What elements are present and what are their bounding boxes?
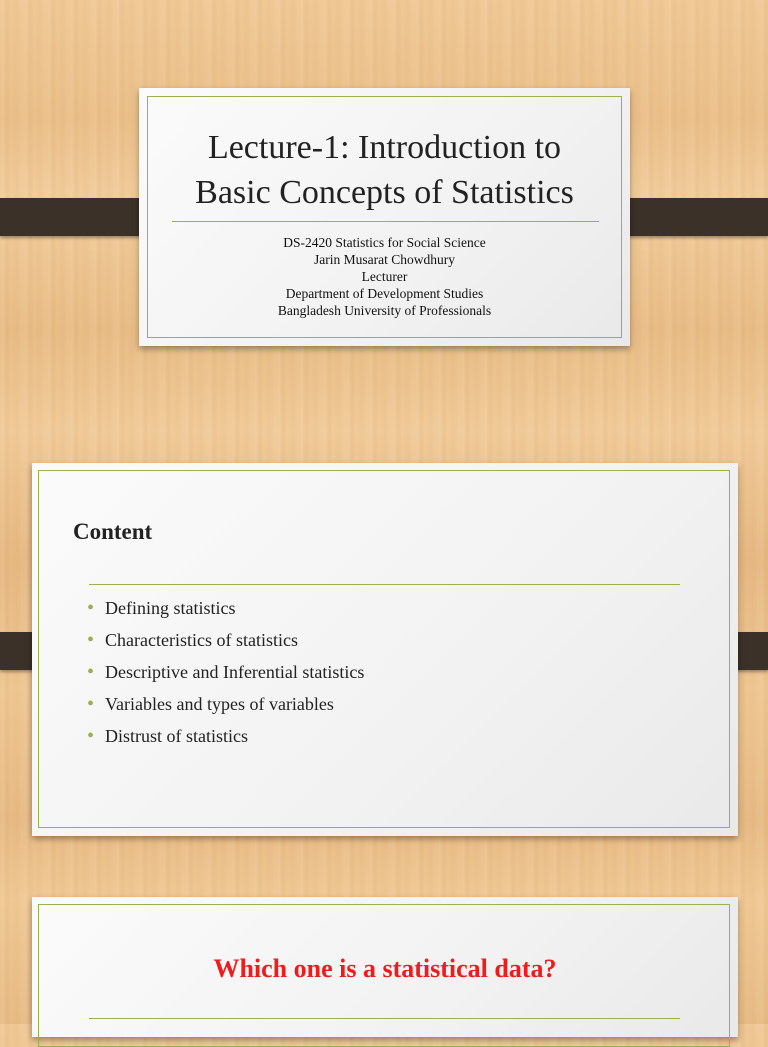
heading-divider (89, 584, 680, 585)
list-item-text: Descriptive and Inferential statistics (105, 662, 365, 682)
list-item (87, 694, 364, 726)
slide-title-line: Lecture-1: Introduction to (207, 129, 562, 166)
slide1-right-band (613, 198, 768, 236)
list-item (87, 598, 364, 630)
university: Bangladesh University of Professionals (277, 303, 492, 318)
list-item (87, 662, 364, 694)
slide-title (159, 125, 610, 215)
slide-heading: Which one is a statistical data? (213, 954, 557, 983)
content-slide[interactable] (32, 463, 738, 836)
bullet-list (87, 598, 364, 758)
list-item-text: Variables and types of variables (105, 694, 334, 714)
list-item-text: Defining statistics (105, 598, 236, 618)
bullet-icon: • (87, 693, 95, 715)
slide-title-line: Basic Concepts of Statistics (195, 174, 574, 211)
list-item (87, 630, 364, 662)
slide-subtitle (159, 234, 610, 319)
title-slide[interactable] (139, 88, 630, 346)
course-code: DS-2420 Statistics for Social Science (283, 235, 486, 250)
slide1-left-band (0, 198, 155, 236)
title-divider (172, 221, 599, 222)
author-role: Lecturer (361, 269, 408, 284)
bullet-icon: • (87, 629, 95, 651)
bullet-icon: • (87, 661, 95, 683)
slide-heading: Content (73, 519, 153, 544)
heading-divider (89, 1018, 680, 1019)
department: Department of Development Studies (285, 286, 484, 301)
author-name: Jarin Musarat Chowdhury (314, 252, 455, 267)
list-item-text: Distrust of statistics (105, 726, 248, 746)
list-item (87, 726, 364, 758)
bullet-icon: • (87, 597, 95, 619)
bullet-icon: • (87, 725, 95, 747)
question-slide[interactable] (32, 897, 738, 1037)
list-item-text: Characteristics of statistics (105, 630, 298, 650)
